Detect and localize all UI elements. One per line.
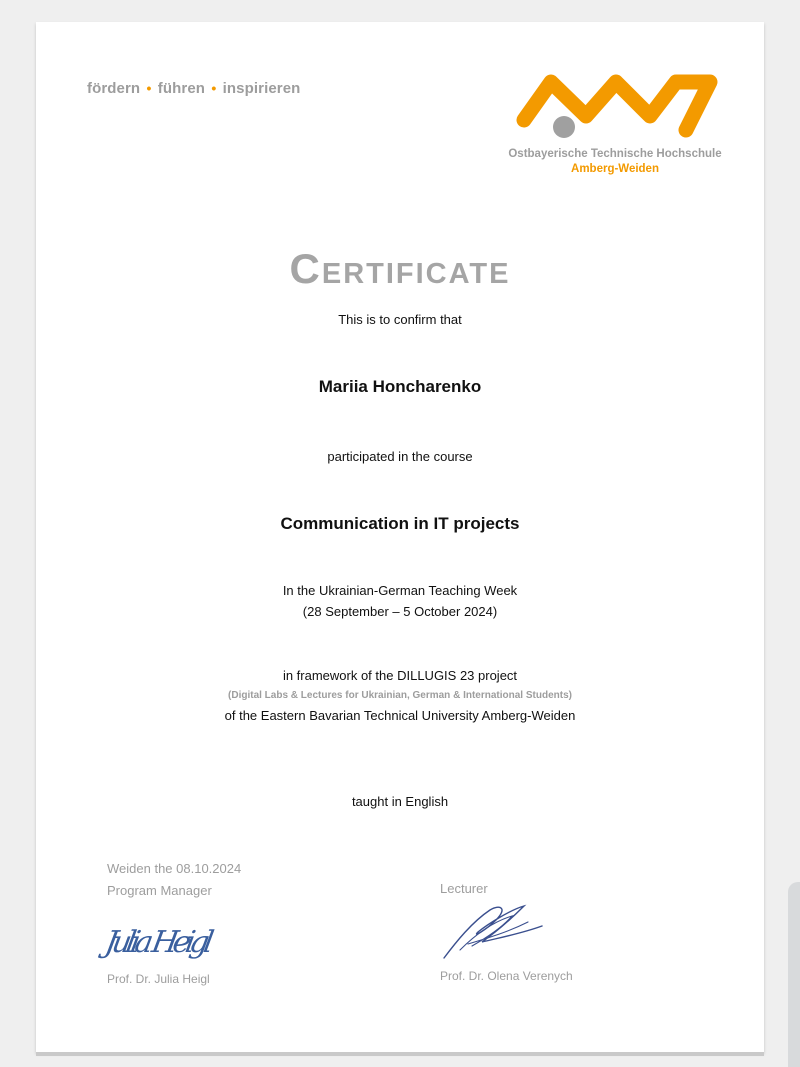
manager-signature-text: Julia Heigl [102, 925, 217, 960]
framework-text: in framework of the DILLUGIS 23 project [282, 668, 518, 683]
participation-text: participated in the course [327, 449, 473, 464]
lecturer-name: Prof. Dr. Olena Verenych [440, 969, 573, 983]
logo-wave-mark [524, 82, 710, 130]
manager-signature [102, 906, 228, 968]
language-text: taught in English [351, 794, 449, 809]
course-title: Communication in IT projects [280, 514, 520, 533]
university-location: Amberg-Weiden [571, 163, 659, 175]
recipient-name: Mariia Honcharenko [318, 377, 482, 396]
logo-dot [553, 116, 575, 138]
place-date: Weiden the 08.10.2024 [107, 861, 242, 876]
university-logo [516, 70, 716, 146]
certificate-page [36, 22, 764, 1052]
project-full-name: (Digital Labs & Lectures for Ukrainian, German & International Students) [228, 690, 572, 701]
university-name: Ostbayerische Technische Hochschule [508, 148, 722, 160]
page-bottom-border [36, 1052, 764, 1056]
manager-role: Program Manager [107, 883, 212, 898]
university-text: of the Eastern Bavarian Technical University Amberg-Weiden [224, 708, 576, 723]
intro-text: This is to confirm that [338, 312, 462, 327]
side-scroll-tab[interactable] [788, 882, 800, 1067]
slogan-separator-1: • [146, 80, 152, 96]
manager-name: Prof. Dr. Julia Heigl [107, 972, 210, 986]
slogan-word-2: führen [157, 80, 206, 97]
slogan-separator-2: • [211, 80, 217, 96]
slogan-word-1: fördern [87, 80, 141, 97]
certificate-title: Certificate [289, 245, 511, 292]
university-slogan [87, 80, 300, 97]
slogan-word-3: inspirieren [222, 80, 301, 97]
lecturer-role: Lecturer [440, 881, 488, 896]
event-text: In the Ukrainian-German Teaching Week [282, 583, 518, 598]
lecturer-signature [438, 898, 548, 964]
event-dates: (28 September – 5 October 2024) [302, 604, 498, 619]
